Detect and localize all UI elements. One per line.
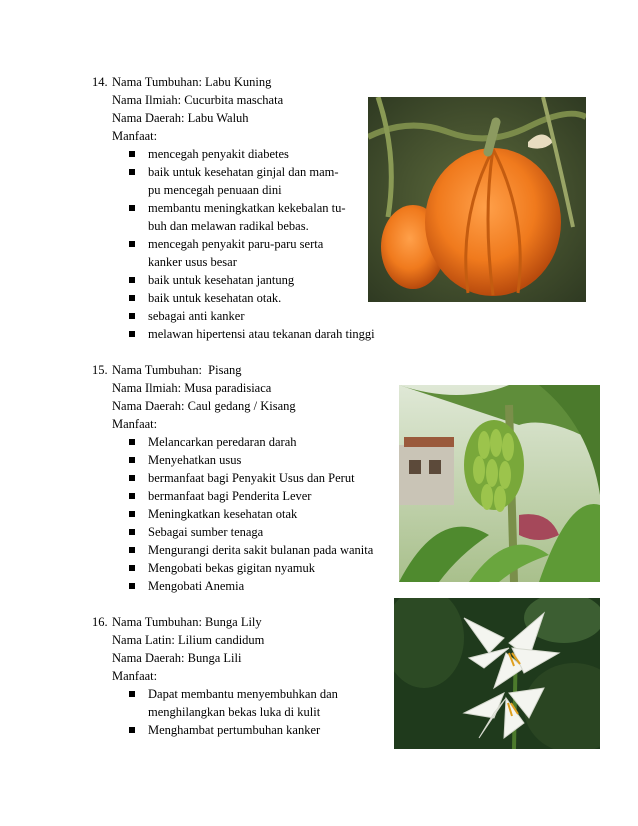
benefits-label: Manfaat: [112, 417, 158, 431]
benefit-item-continuation: menghilangkan bekas luka di kulit [148, 705, 321, 719]
benefit-item: bermanfaat bagi Penderita Lever [129, 487, 373, 505]
banana-photo [399, 385, 600, 582]
benefit-item-continuation: pu mencegah penuaan dini [148, 183, 282, 197]
benefit-item: Menghambat pertumbuhan kanker [129, 721, 338, 739]
benefits-list [92, 685, 338, 739]
scientific-name: Nama Ilmiah: Musa paradisiaca [112, 381, 272, 395]
pumpkin-photo [368, 97, 586, 302]
benefit-item: Mengurangi derita sakit bulanan pada wanita [129, 541, 373, 559]
entry-bunga-lily [92, 613, 338, 739]
benefit-item: bermanfaat bagi Penyakit Usus dan Perut [129, 469, 373, 487]
lily-photo [394, 598, 600, 749]
entry-number: 15. [92, 363, 108, 377]
benefit-item: membantu meningkatkan kekebalan tu- [129, 199, 375, 217]
benefits-list [92, 433, 373, 595]
banana-image [399, 385, 600, 582]
benefit-item: mencegah penyakit diabetes [129, 145, 375, 163]
benefit-item-continuation: buh dan melawan radikal bebas. [148, 219, 309, 233]
benefit-item: Sebagai sumber tenaga [129, 523, 373, 541]
benefits-label: Manfaat: [112, 129, 158, 143]
benefits-list [92, 145, 375, 343]
benefit-item: Menyehatkan usus [129, 451, 373, 469]
lily-image [394, 598, 600, 749]
plant-name: Nama Tumbuhan: Bunga Lily [112, 615, 262, 629]
benefits-label: Manfaat: [112, 669, 158, 683]
benefit-item: Mengobati Anemia [129, 577, 373, 595]
pumpkin-image [368, 97, 586, 302]
benefit-item-continuation: kanker usus besar [148, 255, 237, 269]
scientific-name: Nama Latin: Lilium candidum [112, 633, 265, 647]
entry-number: 14. [92, 75, 108, 89]
benefit-item: melawan hipertensi atau tekanan darah tinggi [129, 325, 375, 343]
regional-name: Nama Daerah: Bunga Lili [112, 651, 242, 665]
regional-name: Nama Daerah: Caul gedang / Kisang [112, 399, 296, 413]
benefit-item: Meningkatkan kesehatan otak [129, 505, 373, 523]
benefit-item: baik untuk kesehatan ginjal dan mam- [129, 163, 375, 181]
benefit-item: Dapat membantu menyembuhkan dan [129, 685, 338, 703]
benefit-item: sebagai anti kanker [129, 307, 375, 325]
benefit-item: Melancarkan peredaran darah [129, 433, 373, 451]
entry-labu-kuning [92, 73, 375, 343]
plant-name: Nama Tumbuhan: Pisang [112, 363, 242, 377]
benefit-item: baik untuk kesehatan otak. [129, 289, 375, 307]
scientific-name: Nama Ilmiah: Cucurbita maschata [112, 93, 284, 107]
entry-number: 16. [92, 615, 108, 629]
plant-name: Nama Tumbuhan: Labu Kuning [112, 75, 272, 89]
regional-name: Nama Daerah: Labu Waluh [112, 111, 249, 125]
benefit-item: baik untuk kesehatan jantung [129, 271, 375, 289]
benefit-item: mencegah penyakit paru-paru serta [129, 235, 375, 253]
entry-pisang [92, 361, 373, 595]
benefit-item: Mengobati bekas gigitan nyamuk [129, 559, 373, 577]
